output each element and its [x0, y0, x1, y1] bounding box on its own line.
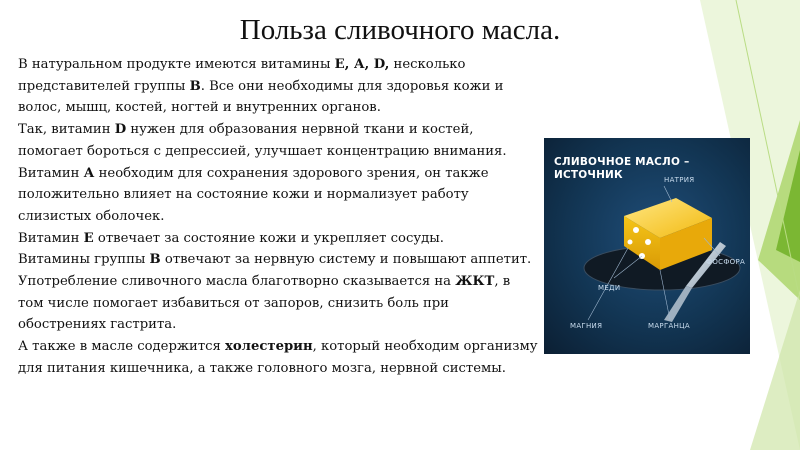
bold-run: D — [114, 122, 127, 138]
text-run: отвечают за нервную систему и повышают аппетит. — [160, 252, 532, 268]
label-fosfor: ФОСФОРА — [706, 258, 746, 266]
text-run: А также в масле содержится — [18, 339, 226, 355]
paragraph — [18, 271, 538, 336]
text-run: необходим для сохранения здорового зрения, он также положительно влияет на состояние кожи и нормализует работу слизистых оболочек. — [18, 165, 489, 224]
bold-run: ЖКТ — [455, 274, 495, 290]
bold-run: Е, А, D, — [334, 57, 390, 72]
paragraph — [18, 119, 538, 162]
paragraph — [18, 54, 538, 119]
text-run: Витамин — [18, 165, 84, 181]
text-run: . Все они необходимы для здоровья кожи и волос, мышц, костей, ногтей и внутренних органов. — [18, 78, 504, 116]
butter-dot — [645, 239, 651, 245]
text-run: В натуральном продукте имеются витамины — [18, 57, 335, 72]
text-run: Употребление сливочного масла благотворно сказывается на — [18, 274, 456, 290]
label-natrium: НАТРИЯ — [664, 176, 695, 184]
text-run: Витамины группы — [18, 252, 150, 268]
text-run: , который необходим организму для питания кишечника, а также головного мозга, нервной системы. — [18, 339, 538, 376]
bold-run: Е — [83, 230, 94, 246]
butter-illustration — [544, 138, 750, 354]
body-text — [18, 54, 538, 380]
bold-run: В — [189, 78, 201, 94]
text-run: несколько представителей группы — [18, 57, 466, 94]
bold-run: холестерин — [225, 339, 313, 355]
slide-title: Польза сливочного масла. — [239, 14, 561, 46]
text-run: Так, витамин — [18, 122, 115, 138]
butter-dot — [628, 240, 633, 245]
bold-run: А — [83, 165, 95, 181]
paragraph — [18, 228, 538, 250]
label-magniya: МАГНИЯ — [570, 322, 603, 330]
paragraph — [18, 163, 538, 228]
callout-line-natrium — [664, 186, 672, 202]
paragraph — [18, 336, 538, 379]
paragraph — [18, 249, 538, 271]
text-run: , в том числе помогает избавиться от запоров, снизить боль при обострениях гастрита. — [18, 274, 511, 333]
text-run: нужен для образования нервной ткани и костей, помогает бороться с депрессией, улучшает концентрацию внимания. — [18, 122, 507, 159]
bold-run: В — [149, 252, 161, 268]
label-medi: МЕДИ — [598, 284, 621, 292]
knife-handle — [664, 286, 692, 322]
picture-title: СЛИВОЧНОЕ МАСЛО – ИСТОЧНИК — [554, 156, 690, 181]
butter-dot — [633, 227, 639, 233]
text-run: отвечает за состояние кожи и укрепляет сосуды. — [93, 230, 444, 246]
label-margantsa: МАРГАНЦА — [648, 322, 690, 330]
text-run: Витамин — [18, 230, 84, 246]
